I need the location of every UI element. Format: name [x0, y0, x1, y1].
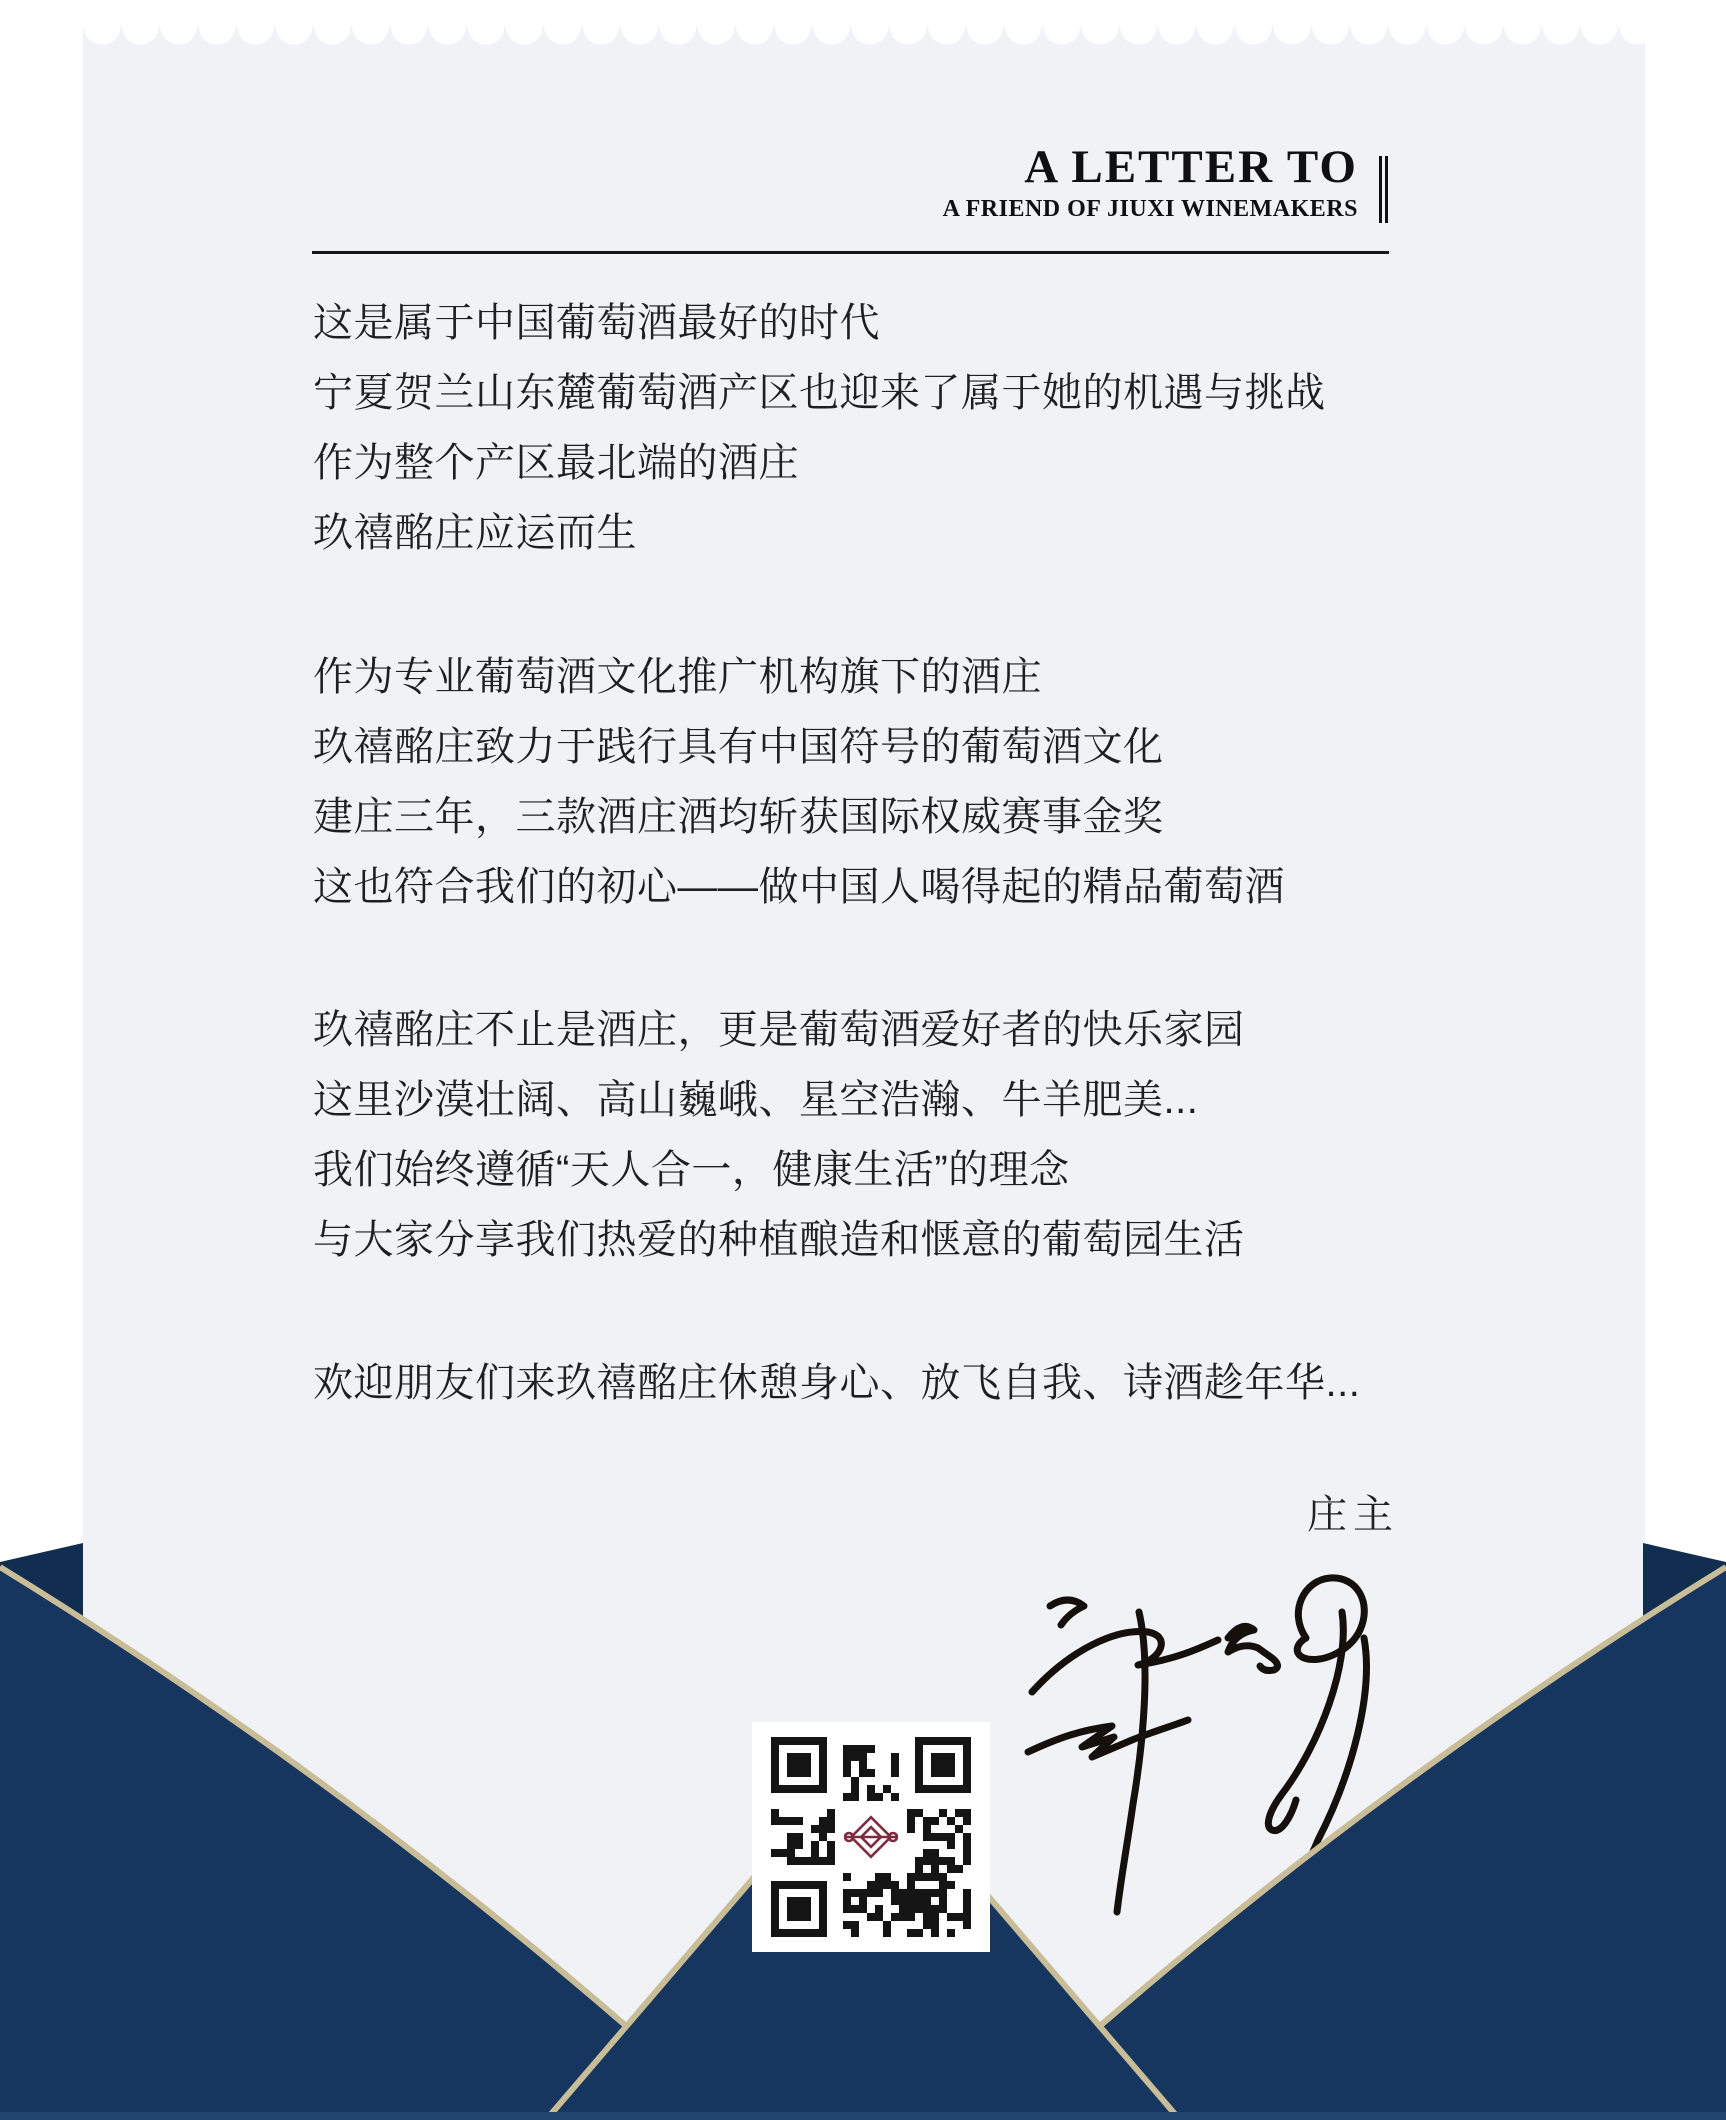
text-line: 欢迎朋友们来玖禧酩庄休憩身心、放飞自我、诗酒趁年华...: [313, 1361, 1361, 1405]
text-line: 玖禧酩庄致力于践行具有中国符号的葡萄酒文化: [313, 725, 1164, 769]
text-line: 作为整个产区最北端的酒庄: [313, 441, 799, 485]
paper-deckle-edge: [83, 26, 1645, 46]
text-line: 与大家分享我们热爱的种植酿造和惬意的葡萄园生活: [313, 1218, 1245, 1262]
signoff-role: 庄主: [1307, 1493, 1399, 1537]
signature-handwriting: [1020, 1540, 1410, 1960]
letter-title: A LETTER TO: [1024, 141, 1358, 193]
text-line: 作为专业葡萄酒文化推广机构旗下的酒庄: [313, 655, 1042, 699]
qr-code[interactable]: [752, 1722, 990, 1952]
header-rule: [312, 251, 1389, 254]
text-line: 玖禧酩庄应运而生: [313, 511, 637, 555]
text-line: 这也符合我们的初心——做中国人喝得起的精品葡萄酒: [313, 865, 1285, 909]
paragraph-1: [313, 288, 1326, 568]
text-line: 宁夏贺兰山东麓葡萄酒产区也迎来了属于她的机遇与挑战: [313, 371, 1326, 415]
text-line: 这是属于中国葡萄酒最好的时代: [313, 301, 880, 345]
text-line: 这里沙漠壮阔、高山巍峨、星空浩瀚、牛羊肥美...: [313, 1078, 1199, 1122]
paragraph-3: [313, 995, 1245, 1275]
paragraph-2: [313, 642, 1285, 922]
text-line: 我们始终遵循“天人合一，健康生活”的理念: [313, 1148, 1070, 1192]
paragraph-4: [313, 1348, 1360, 1418]
text-line: 玖禧酩庄不止是酒庄，更是葡萄酒爱好者的快乐家园: [313, 1008, 1245, 1052]
envelope-inner-left: [0, 1543, 83, 1700]
envelope-inner-right: [1643, 1543, 1726, 1700]
letter-subtitle: A FRIEND OF JIUXI WINEMAKERS: [942, 196, 1358, 222]
qr-center-logo: [836, 1802, 906, 1872]
text-line: 建庄三年，三款酒庄酒均斩获国际权威赛事金奖: [313, 795, 1164, 839]
double-bar-ornament: [1379, 156, 1388, 223]
